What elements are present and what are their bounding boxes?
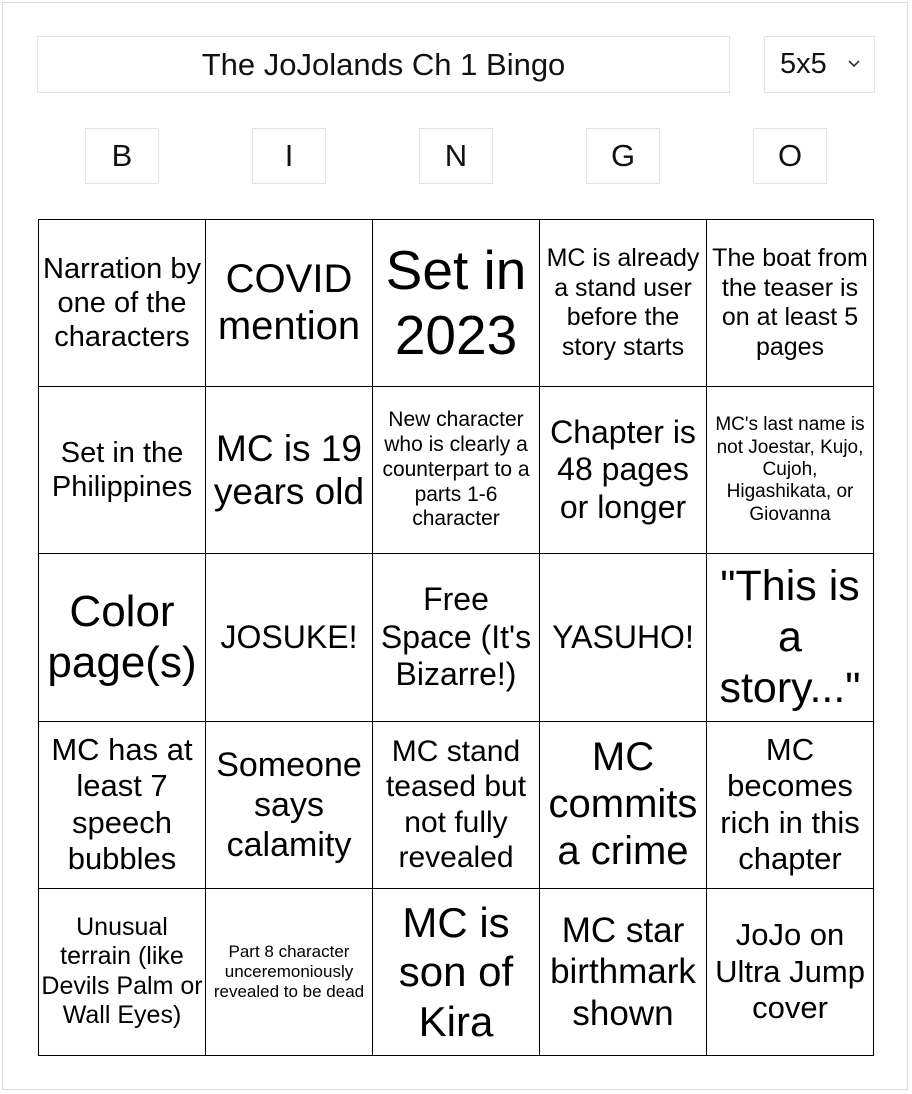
bingo-grid: [38, 219, 874, 1056]
bingo-cell[interactable]: MC star birthmark shown: [540, 889, 707, 1056]
header-letter-n[interactable]: N: [419, 128, 493, 184]
bingo-cell[interactable]: MC becomes rich in this chapter: [707, 722, 874, 889]
bingo-cell[interactable]: New character who is clearly a counterpart to a parts 1-6 character: [373, 387, 540, 554]
bingo-cell[interactable]: The boat from the teaser is on at least 5 pages: [707, 220, 874, 387]
bingo-cell[interactable]: Set in the Philippines: [39, 387, 206, 554]
card-title-input[interactable]: The JoJolands Ch 1 Bingo: [37, 36, 730, 93]
bingo-cell[interactable]: Unusual terrain (like Devils Palm or Wall Eyes): [39, 889, 206, 1056]
bingo-cell[interactable]: JOSUKE!: [206, 554, 373, 721]
bingo-cell[interactable]: YASUHO!: [540, 554, 707, 721]
bingo-cell[interactable]: Part 8 character unceremoniously revealed to be dead: [206, 889, 373, 1056]
bingo-cell[interactable]: Free Space (It's Bizarre!): [373, 554, 540, 721]
bingo-cell[interactable]: MC is son of Kira: [373, 889, 540, 1056]
chevron-down-icon: [846, 56, 862, 72]
header-letter-o[interactable]: O: [753, 128, 827, 184]
bingo-cell[interactable]: MC's last name is not Joestar, Kujo, Cujoh, Higashikata, or Giovanna: [707, 387, 874, 554]
bingo-cell[interactable]: COVID mention: [206, 220, 373, 387]
bingo-cell[interactable]: MC is already a stand user before the story starts: [540, 220, 707, 387]
bingo-cell[interactable]: JoJo on Ultra Jump cover: [707, 889, 874, 1056]
grid-size-value: 5x5: [780, 48, 827, 80]
bingo-cell[interactable]: Chapter is 48 pages or longer: [540, 387, 707, 554]
header-letter-g[interactable]: G: [586, 128, 660, 184]
bingo-cell[interactable]: MC commits a crime: [540, 722, 707, 889]
header-letter-i[interactable]: I: [252, 128, 326, 184]
bingo-cell[interactable]: Set in 2023: [373, 220, 540, 387]
bingo-cell[interactable]: "This is a story...": [707, 554, 874, 721]
bingo-cell[interactable]: Narration by one of the characters: [39, 220, 206, 387]
bingo-cell[interactable]: MC is 19 years old: [206, 387, 373, 554]
bingo-cell[interactable]: MC stand teased but not fully revealed: [373, 722, 540, 889]
bingo-cell[interactable]: MC has at least 7 speech bubbles: [39, 722, 206, 889]
header-letter-b[interactable]: B: [85, 128, 159, 184]
bingo-cell[interactable]: Someone says calamity: [206, 722, 373, 889]
bingo-cell[interactable]: Color page(s): [39, 554, 206, 721]
grid-size-select[interactable]: [764, 36, 875, 93]
